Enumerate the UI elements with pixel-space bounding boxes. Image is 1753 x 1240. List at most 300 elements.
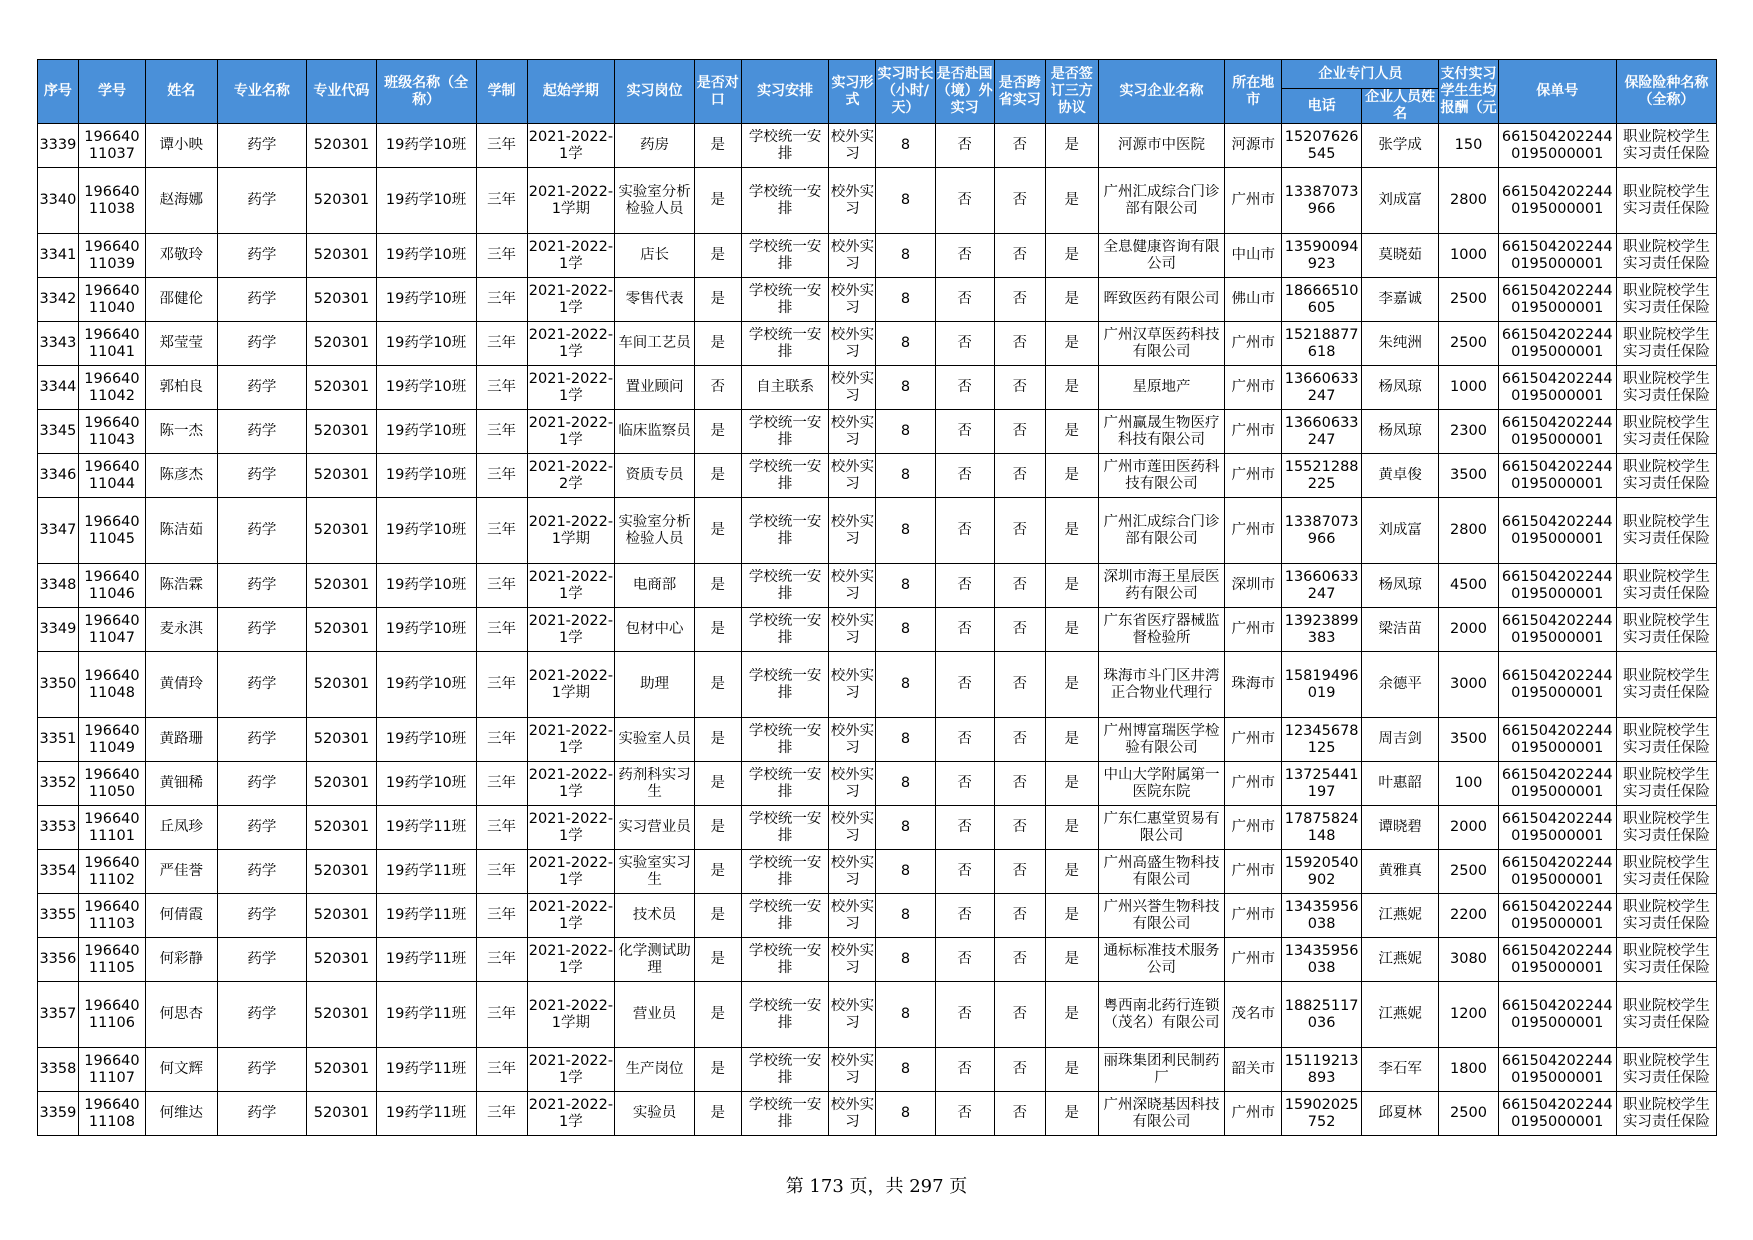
cell-arrangement [741, 894, 829, 938]
cell-insurance-text: 职业院校学生实习责任保险 [1622, 722, 1710, 756]
cell-form-text: 校外实习 [830, 282, 875, 316]
cell-phone-text: 13435956038 [1284, 942, 1359, 976]
cell-major-code [307, 718, 376, 762]
cell-city-text: 中山市 [1231, 247, 1276, 263]
cell-seq [38, 718, 79, 762]
cell-tripartite-text: 是 [1064, 137, 1079, 153]
cell-arrangement [741, 652, 829, 718]
cell-student-id-text: 19664011108 [84, 1096, 140, 1130]
table-row [38, 850, 1717, 894]
cell-city-text: 广州市 [1231, 951, 1276, 967]
cell-insurance [1616, 124, 1716, 168]
cell-seq [38, 1092, 79, 1136]
cell-matched [694, 454, 741, 498]
cell-tripartite [1045, 982, 1098, 1048]
cell-hours [876, 498, 935, 564]
cell-class-text: 19药学10班 [385, 522, 467, 538]
cell-phone-text: 15218877618 [1284, 326, 1359, 360]
cell-hours [876, 454, 935, 498]
cell-major-code [307, 762, 376, 806]
cell-tripartite-text: 是 [1064, 819, 1079, 835]
cell-matched [694, 806, 741, 850]
cell-matched-text: 是 [710, 423, 726, 439]
cell-matched-text: 是 [710, 291, 726, 307]
cell-tripartite [1045, 894, 1098, 938]
cell-abroad [935, 278, 994, 322]
cell-city [1225, 498, 1282, 564]
cell-cross-province-text: 否 [1012, 291, 1027, 307]
cell-pay-text: 3500 [1450, 731, 1487, 747]
cell-company [1098, 652, 1224, 718]
cell-form-text: 校外实习 [830, 612, 875, 646]
cell-hours [876, 608, 935, 652]
cell-major-code-text: 520301 [313, 1105, 370, 1121]
cell-position-text: 包材中心 [625, 621, 684, 637]
cell-abroad-text: 否 [957, 379, 972, 395]
cell-city [1225, 1092, 1282, 1136]
cell-major [217, 652, 307, 718]
cell-start-term-text: 2021-2022-1学 [528, 370, 614, 404]
cell-company [1098, 762, 1224, 806]
cell-major-code [307, 366, 376, 410]
cell-hours-text: 8 [900, 467, 911, 483]
cell-contact-name-text: 张学成 [1378, 137, 1422, 153]
cell-hours-text: 8 [900, 621, 911, 637]
cell-matched [694, 234, 741, 278]
cell-pay-text: 3500 [1450, 467, 1487, 483]
cell-company-text: 河源市中医院 [1117, 137, 1205, 153]
cell-arrangement-text: 学校统一安排 [748, 513, 822, 547]
cell-contact-name [1361, 652, 1439, 718]
cell-seq [38, 652, 79, 718]
cell-phone-text: 13660633247 [1284, 568, 1359, 602]
cell-form-text: 校外实习 [830, 854, 875, 888]
cell-major-code-text: 520301 [313, 247, 370, 263]
cell-cross-province-text: 否 [1012, 192, 1027, 208]
cell-company-text: 深圳市海王星辰医药有限公司 [1103, 568, 1220, 602]
cell-major-text: 药学 [247, 676, 277, 692]
cell-pay-text: 2800 [1450, 192, 1487, 208]
cell-pay [1439, 608, 1498, 652]
cell-hours-text: 8 [900, 247, 911, 263]
cell-abroad [935, 366, 994, 410]
cell-position [615, 564, 695, 608]
cell-seq-text: 3344 [39, 379, 77, 395]
cell-position [615, 718, 695, 762]
cell-position-text: 实验室人员 [618, 731, 691, 747]
cell-insurance [1616, 278, 1716, 322]
table-row [38, 1092, 1717, 1136]
cell-name [146, 938, 217, 982]
cell-major-code-text: 520301 [313, 1061, 370, 1077]
cell-cross-province-text: 否 [1012, 467, 1027, 483]
cell-abroad-text: 否 [957, 291, 972, 307]
cell-cross-province-text: 否 [1012, 522, 1027, 538]
cell-class [376, 1092, 476, 1136]
header-hours [876, 60, 935, 124]
cell-insurance [1616, 982, 1716, 1048]
cell-policy-no [1498, 498, 1616, 564]
cell-class-text: 19药学10班 [385, 291, 467, 307]
cell-cross-province [994, 982, 1045, 1048]
cell-arrangement [741, 938, 829, 982]
cell-form [829, 454, 876, 498]
cell-start-term-text: 2021-2022-1学 [528, 612, 614, 646]
cell-insurance [1616, 850, 1716, 894]
cell-major [217, 718, 307, 762]
cell-city [1225, 806, 1282, 850]
cell-pay [1439, 806, 1498, 850]
cell-name-text: 郭柏良 [159, 379, 204, 395]
cell-insurance-text: 职业院校学生实习责任保险 [1622, 414, 1710, 448]
cell-policy-no [1498, 850, 1616, 894]
cell-cross-province [994, 410, 1045, 454]
cell-class-text: 19药学11班 [385, 1061, 467, 1077]
cell-abroad [935, 498, 994, 564]
header-abroad-text: 是否赴国（境）外实习 [936, 66, 993, 116]
header-form: 实习形式 [829, 60, 876, 124]
cell-major-code [307, 1092, 376, 1136]
cell-hours-text: 8 [900, 775, 911, 791]
cell-student-id-text: 19664011037 [84, 128, 140, 162]
cell-duration-text: 三年 [487, 137, 517, 153]
cell-tripartite [1045, 1048, 1098, 1092]
cell-seq-text: 3349 [39, 621, 77, 637]
cell-city-text: 广州市 [1231, 731, 1276, 747]
cell-major [217, 168, 307, 234]
cell-student-id [78, 806, 145, 850]
cell-major-text: 药学 [247, 379, 277, 395]
cell-phone [1282, 366, 1362, 410]
cell-city-text: 珠海市 [1231, 676, 1276, 692]
cell-start-term-text: 2021-2022-1学 [528, 722, 614, 756]
cell-abroad [935, 850, 994, 894]
cell-name-text: 何思杏 [159, 1006, 204, 1022]
cell-class-text: 19药学10班 [385, 137, 467, 153]
cell-phone-text: 13660633247 [1284, 370, 1359, 404]
cell-arrangement-text: 学校统一安排 [748, 810, 822, 844]
header-tripartite-text: 是否签订三方协议 [1050, 66, 1093, 116]
cell-start-term [527, 938, 615, 982]
cell-student-id-text: 19664011102 [84, 854, 140, 888]
cell-policy-no-text: 6615042022440195000001 [1501, 667, 1613, 701]
cell-insurance [1616, 1092, 1716, 1136]
cell-arrangement [741, 718, 829, 762]
cell-duration [476, 762, 527, 806]
cell-policy-no-text: 6615042022440195000001 [1501, 513, 1613, 547]
cell-major-code-text: 520301 [313, 819, 370, 835]
cell-student-id [78, 168, 145, 234]
cell-arrangement-text: 学校统一安排 [748, 898, 822, 932]
cell-city [1225, 564, 1282, 608]
cell-position [615, 498, 695, 564]
cell-start-term [527, 410, 615, 454]
cell-arrangement [741, 322, 829, 366]
cell-position [615, 982, 695, 1048]
cell-arrangement-text: 学校统一安排 [748, 854, 822, 888]
cell-contact-name-text: 刘成富 [1378, 522, 1422, 538]
cell-abroad-text: 否 [957, 522, 972, 538]
cell-position [615, 806, 695, 850]
cell-tripartite-text: 是 [1064, 423, 1079, 439]
cell-matched-text: 是 [710, 863, 726, 879]
cell-matched-text: 是 [710, 192, 726, 208]
cell-cross-province-text: 否 [1012, 1105, 1027, 1121]
cell-class-text: 19药学11班 [385, 1105, 467, 1121]
cell-policy-no [1498, 608, 1616, 652]
cell-city [1225, 762, 1282, 806]
cell-tripartite [1045, 410, 1098, 454]
cell-start-term [527, 652, 615, 718]
cell-pay-text: 150 [1454, 137, 1483, 153]
cell-major-code [307, 806, 376, 850]
cell-seq-text: 3342 [39, 291, 77, 307]
cell-pay [1439, 366, 1498, 410]
cell-seq-text: 3358 [39, 1061, 77, 1077]
cell-tripartite-text: 是 [1064, 907, 1079, 923]
cell-company-text: 广州市莲田医药科技有限公司 [1103, 458, 1220, 492]
cell-city [1225, 718, 1282, 762]
cell-major-code [307, 498, 376, 564]
cell-phone-text: 18825117036 [1284, 997, 1359, 1031]
cell-pay [1439, 762, 1498, 806]
cell-abroad-text: 否 [957, 1061, 972, 1077]
cell-student-id [78, 410, 145, 454]
cell-city [1225, 168, 1282, 234]
cell-seq [38, 168, 79, 234]
cell-seq-text: 3346 [39, 467, 77, 483]
cell-class-text: 19药学10班 [385, 467, 467, 483]
cell-cross-province [994, 454, 1045, 498]
cell-cross-province-text: 否 [1012, 951, 1027, 967]
cell-form-text: 校外实习 [830, 370, 875, 404]
cell-major-code [307, 322, 376, 366]
cell-arrangement-text: 学校统一安排 [748, 128, 822, 162]
cell-major [217, 124, 307, 168]
cell-cross-province-text: 否 [1012, 137, 1027, 153]
cell-form-text: 校外实习 [830, 128, 875, 162]
cell-abroad-text: 否 [957, 621, 972, 637]
cell-company-text: 丽珠集团利民制药厂 [1103, 1052, 1220, 1086]
cell-class [376, 850, 476, 894]
cell-abroad-text: 否 [957, 819, 972, 835]
cell-cross-province-text: 否 [1012, 863, 1027, 879]
cell-major-code [307, 564, 376, 608]
cell-tripartite [1045, 608, 1098, 652]
cell-abroad-text: 否 [957, 423, 972, 439]
cell-form-text: 校外实习 [830, 326, 875, 360]
cell-abroad [935, 124, 994, 168]
cell-student-id [78, 1092, 145, 1136]
cell-major-text: 药学 [247, 1105, 277, 1121]
cell-position [615, 278, 695, 322]
cell-hours [876, 762, 935, 806]
cell-major [217, 234, 307, 278]
cell-student-id-text: 19664011105 [84, 942, 140, 976]
cell-start-term [527, 454, 615, 498]
cell-arrangement-text: 学校统一安排 [748, 238, 822, 272]
cell-contact-name-text: 江燕妮 [1378, 951, 1422, 967]
cell-student-id-text: 19664011050 [84, 766, 140, 800]
cell-matched-text: 是 [710, 247, 726, 263]
cell-seq-text: 3347 [39, 522, 77, 538]
cell-seq [38, 322, 79, 366]
cell-major-text: 药学 [247, 137, 277, 153]
cell-contact-name-text: 周吉剑 [1378, 731, 1422, 747]
cell-tripartite [1045, 124, 1098, 168]
cell-student-id [78, 124, 145, 168]
cell-major-code [307, 850, 376, 894]
cell-contact-name [1361, 366, 1439, 410]
cell-seq-text: 3352 [39, 775, 77, 791]
cell-company-text: 珠海市斗门区井湾正合物业代理行 [1103, 667, 1220, 701]
cell-position [615, 322, 695, 366]
cell-policy-no-text: 6615042022440195000001 [1501, 854, 1613, 888]
cell-hours [876, 652, 935, 718]
cell-duration-text: 三年 [487, 676, 517, 692]
cell-name [146, 410, 217, 454]
cell-duration [476, 850, 527, 894]
header-arrangement: 实习安排 [741, 60, 829, 124]
cell-contact-name-text: 黄雅真 [1378, 863, 1422, 879]
cell-company [1098, 278, 1224, 322]
cell-start-term [527, 564, 615, 608]
cell-abroad-text: 否 [957, 907, 972, 923]
cell-contact-name [1361, 894, 1439, 938]
cell-seq-text: 3343 [39, 335, 77, 351]
cell-seq-text: 3354 [39, 863, 77, 879]
cell-insurance-text: 职业院校学生实习责任保险 [1622, 282, 1710, 316]
cell-tripartite [1045, 718, 1098, 762]
cell-company [1098, 366, 1224, 410]
cell-contact-name [1361, 564, 1439, 608]
cell-major [217, 278, 307, 322]
cell-contact-name [1361, 806, 1439, 850]
cell-tripartite [1045, 1092, 1098, 1136]
cell-position-text: 资质专员 [625, 467, 684, 483]
cell-company [1098, 1048, 1224, 1092]
cell-arrangement-text: 学校统一安排 [748, 282, 822, 316]
cell-hours-text: 8 [900, 907, 911, 923]
cell-pay [1439, 124, 1498, 168]
cell-start-term [527, 806, 615, 850]
cell-pay-text: 2500 [1450, 335, 1487, 351]
cell-position [615, 1092, 695, 1136]
cell-insurance-text: 职业院校学生实习责任保险 [1622, 997, 1710, 1031]
cell-abroad-text: 否 [957, 951, 972, 967]
cell-pay [1439, 1048, 1498, 1092]
cell-contact-name-text: 叶惠韶 [1378, 775, 1422, 791]
table-row [38, 124, 1717, 168]
cell-phone-text: 13725441197 [1284, 766, 1359, 800]
cell-abroad [935, 938, 994, 982]
cell-company [1098, 168, 1224, 234]
cell-abroad [935, 982, 994, 1048]
cell-city-text: 广州市 [1231, 621, 1276, 637]
cell-start-term [527, 1048, 615, 1092]
cell-duration-text: 三年 [487, 907, 517, 923]
cell-abroad [935, 608, 994, 652]
cell-seq-text: 3353 [39, 819, 77, 835]
cell-class-text: 19药学10班 [385, 775, 467, 791]
cell-policy-no [1498, 1048, 1616, 1092]
cell-contact-name-text: 杨凤琼 [1378, 577, 1422, 593]
cell-contact-name-text: 杨凤琼 [1378, 379, 1422, 395]
cell-student-id-text: 19664011046 [84, 568, 140, 602]
cell-policy-no [1498, 564, 1616, 608]
cell-duration [476, 1048, 527, 1092]
cell-class-text: 19药学10班 [385, 731, 467, 747]
cell-phone [1282, 894, 1362, 938]
cell-duration [476, 454, 527, 498]
cell-tripartite [1045, 278, 1098, 322]
cell-contact-name-text: 刘成富 [1378, 192, 1422, 208]
cell-phone [1282, 124, 1362, 168]
cell-abroad-text: 否 [957, 335, 972, 351]
cell-class [376, 454, 476, 498]
cell-hours-text: 8 [900, 819, 911, 835]
cell-hours [876, 564, 935, 608]
cell-cross-province-text: 否 [1012, 335, 1027, 351]
cell-cross-province [994, 652, 1045, 718]
cell-policy-no [1498, 278, 1616, 322]
cell-form [829, 322, 876, 366]
cell-phone [1282, 982, 1362, 1048]
cell-major-code-text: 520301 [313, 577, 370, 593]
cell-cross-province-text: 否 [1012, 819, 1027, 835]
cell-student-id-text: 19664011042 [84, 370, 140, 404]
cell-class [376, 762, 476, 806]
cell-arrangement [741, 124, 829, 168]
cell-position-text: 药剂科实习生 [618, 766, 691, 800]
cell-matched-text: 是 [710, 819, 726, 835]
cell-city [1225, 850, 1282, 894]
cell-position-text: 店长 [640, 247, 670, 263]
table-row [38, 498, 1717, 564]
header-pay [1439, 60, 1498, 124]
cell-hours [876, 278, 935, 322]
cell-policy-no-text: 6615042022440195000001 [1501, 1052, 1613, 1086]
cell-phone-text: 15119213893 [1284, 1052, 1359, 1086]
cell-abroad [935, 806, 994, 850]
cell-class [376, 564, 476, 608]
cell-city [1225, 894, 1282, 938]
cell-arrangement [741, 850, 829, 894]
cell-arrangement-text: 自主联系 [756, 379, 815, 395]
cell-seq-text: 3350 [39, 676, 77, 692]
cell-position [615, 762, 695, 806]
cell-insurance-text: 职业院校学生实习责任保险 [1622, 854, 1710, 888]
cell-start-term [527, 1092, 615, 1136]
cell-company [1098, 982, 1224, 1048]
cell-abroad [935, 410, 994, 454]
cell-phone [1282, 938, 1362, 982]
cell-duration-text: 三年 [487, 291, 517, 307]
cell-pay [1439, 278, 1498, 322]
cell-cross-province-text: 否 [1012, 676, 1027, 692]
cell-phone [1282, 1092, 1362, 1136]
cell-matched-text: 是 [710, 467, 726, 483]
cell-start-term [527, 498, 615, 564]
cell-major-code [307, 608, 376, 652]
cell-phone [1282, 168, 1362, 234]
cell-contact-name-text: 莫晓茹 [1378, 247, 1422, 263]
cell-arrangement-text: 学校统一安排 [748, 183, 822, 217]
cell-class-text: 19药学10班 [385, 621, 467, 637]
cell-cross-province-text: 否 [1012, 379, 1027, 395]
table-row [38, 762, 1717, 806]
cell-city-text: 广州市 [1231, 192, 1276, 208]
